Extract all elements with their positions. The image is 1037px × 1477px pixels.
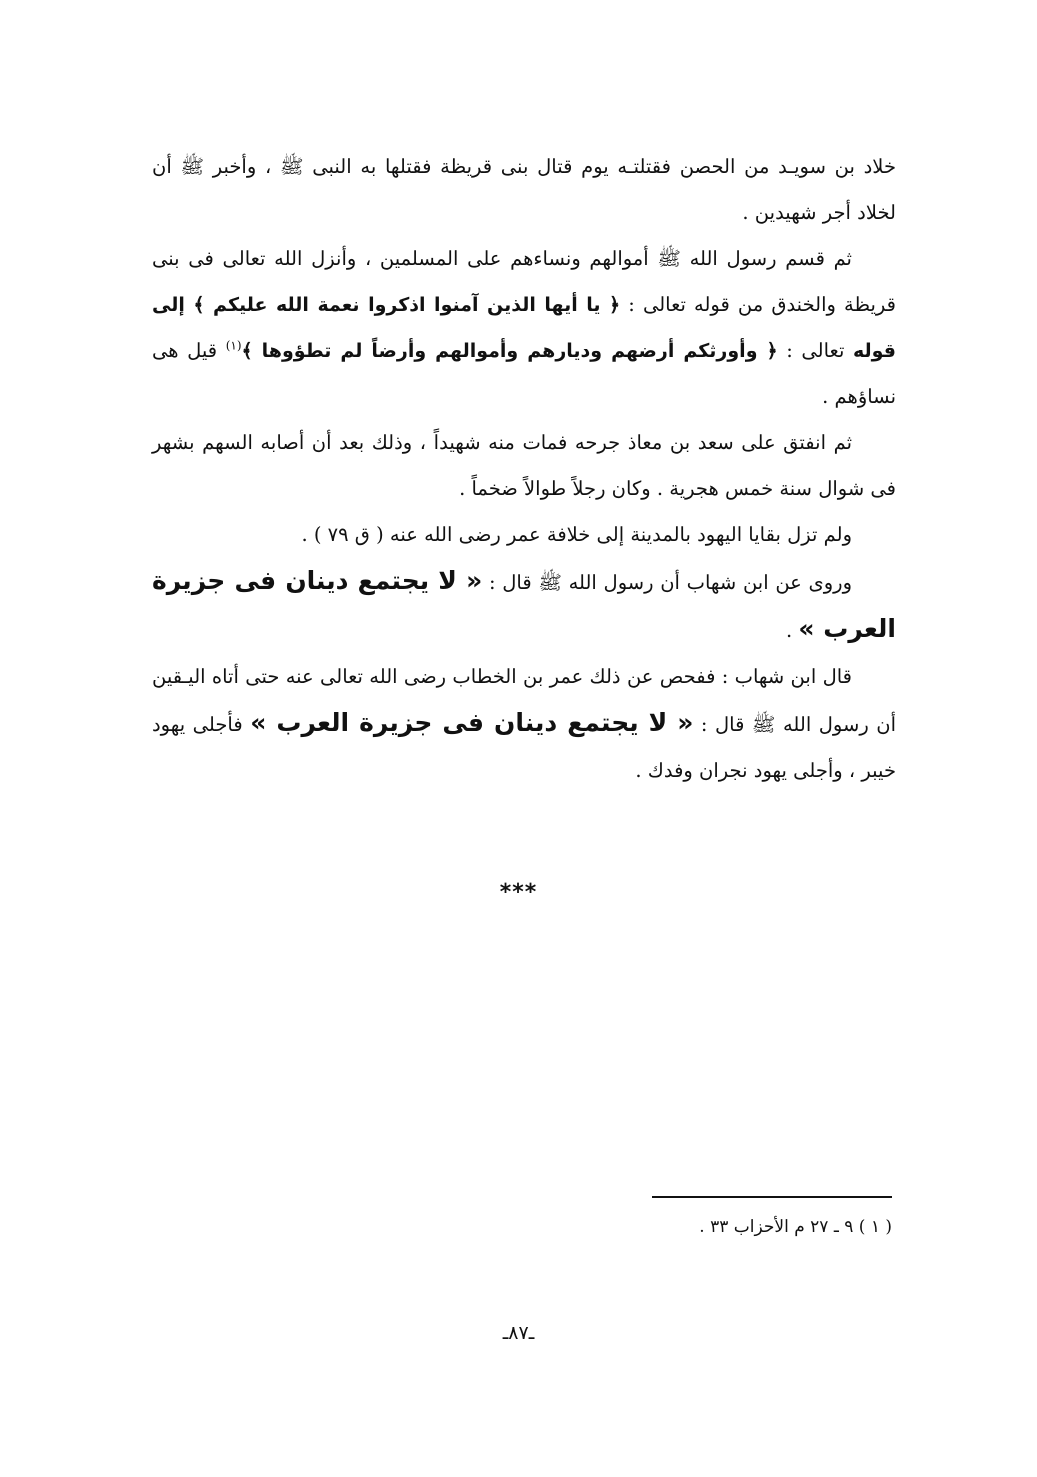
hadith-quote-1: « لا يجتمع دينان فى جزيرة العرب » bbox=[152, 566, 896, 643]
hadith-quote-2: « لا يجتمع دينان فى جزيرة العرب » bbox=[250, 708, 694, 737]
body-text bbox=[152, 144, 896, 794]
paragraph-6-text-2: فأجلى يهود خيبر ، وأجلى يهود نجران وفدك . bbox=[152, 713, 896, 782]
paragraph-2-text-3: قيل هى نساؤهم . bbox=[152, 339, 896, 408]
paragraph-5-text-1: وروى عن ابن شهاب أن رسول الله ﷺ قال : bbox=[488, 571, 853, 594]
footnote-divider bbox=[652, 1196, 892, 1198]
paragraph-2 bbox=[152, 236, 896, 420]
paragraph-2-text-1: ثم قسم رسول الله ﷺ أموالهم ونساءهم على المسلمين ، وأنزل الله تعالى فى بنى قريظة والخندق من قوله تعالى : bbox=[152, 247, 896, 316]
paragraph-5 bbox=[152, 558, 896, 654]
paragraph-4: ولم تزل بقايا اليهود بالمدينة إلى خلافة عمر رضى الله عنه ( ق ٧٩ ) . bbox=[301, 523, 852, 546]
paragraph-3: ثم انفتق على سعد بن معاذ جرحه فمات منه شهيداً ، وذلك بعد أن أصابه السهم بشهر فى شوال سنة خمس هجرية . وكان رجلاً طوالاً ضخماً . bbox=[152, 431, 896, 500]
paragraph-2-text-2: تعالى : bbox=[786, 339, 845, 362]
paragraph-6-text-1: قال ابن شهاب : ففحص عن ذلك عمر بن الخطاب رضى الله تعالى عنه حتى أتاه اليـقين أن رسول الله ﷺ قال : bbox=[152, 665, 896, 736]
section-separator: *** bbox=[499, 880, 538, 905]
quran-quote-1: ﴿ يا أيها الذين آمنوا اذكروا نعمة الله عليكم ﴾ إلى قوله bbox=[152, 294, 896, 362]
quran-quote-2: ﴿ وأورثكم أرضهم وديارهم وأموالهم وأرضاً لم تطؤوها ﴾ bbox=[241, 340, 778, 362]
footnote: ( ١ ) ٩ ـ ٢٧ م الأحزاب ٣٣ . bbox=[699, 1217, 892, 1237]
paragraph-5-text-2: . bbox=[785, 619, 793, 642]
paragraph-1: خلاد بن سويـد من الحصن فقتلتـه يوم قتال بنى قريظة فقتلها به النبى ﷺ ، وأخبر ﷺ أن لخلاد أجر شهيدين . bbox=[152, 155, 896, 224]
paragraph-6 bbox=[152, 654, 896, 794]
page-number: ـ٨٧ـ bbox=[502, 1322, 535, 1344]
footnote-marker: (١) bbox=[225, 338, 242, 353]
